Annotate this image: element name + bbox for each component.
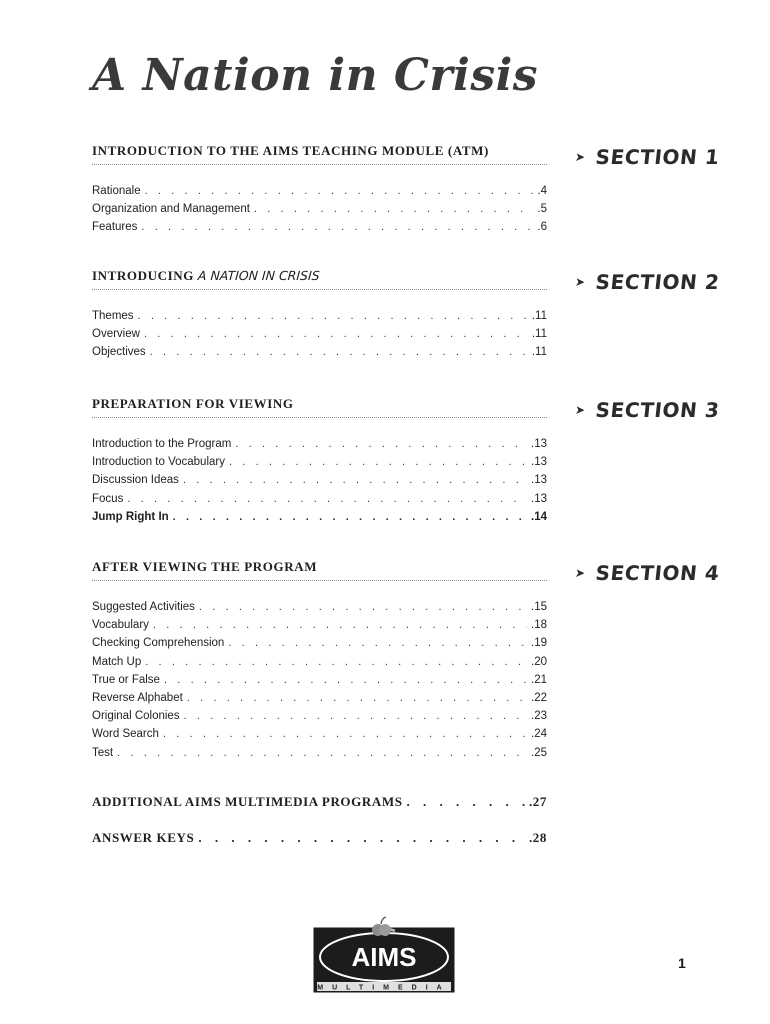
toc-entry-page: .21 <box>531 673 547 686</box>
toc-entry[interactable] <box>92 203 547 221</box>
toc-entry-label: Introduction to the Program <box>92 438 232 450</box>
section-marker-label: SECTION 3 <box>594 398 721 422</box>
section-marker-label: SECTION 1 <box>594 145 721 169</box>
toc-entry-page: .11 <box>531 346 547 359</box>
section-heading-text: AFTER VIEWING THE PROGRAM <box>92 559 318 574</box>
toc-section-2 <box>92 268 721 365</box>
section-marker <box>574 398 721 422</box>
arrow-icon: ➤ <box>574 275 587 289</box>
toc-entry-list <box>92 438 547 529</box>
section-heading <box>92 559 721 585</box>
section-marker <box>574 270 721 294</box>
toc-entry[interactable] <box>92 438 547 456</box>
toc-entry[interactable] <box>92 511 547 529</box>
section-heading <box>92 396 721 422</box>
toc-entry-page: .22 <box>531 691 547 704</box>
toc-entry-list <box>92 310 547 365</box>
toc-entry[interactable] <box>92 493 547 511</box>
section-heading-prefix: INTRODUCING <box>92 268 194 283</box>
toc-entry[interactable] <box>92 619 547 637</box>
toc-entry-page: .23 <box>531 710 547 723</box>
toc-entry-label: Features <box>92 221 138 234</box>
toc-entry-label: Introduction to Vocabulary <box>92 456 225 469</box>
toc-section-4 <box>92 559 721 765</box>
toc-entry-label: Rationale <box>92 185 141 197</box>
toc-entry-label: Themes <box>92 310 134 322</box>
toc-entry-page: .13 <box>531 456 547 469</box>
apple-icon <box>372 917 391 936</box>
toc-entry-page: .5 <box>537 203 547 216</box>
toc-entry[interactable] <box>92 310 547 328</box>
toc-entry-label: Jump Right In <box>92 510 169 523</box>
toc-entry-label: Test <box>92 746 114 759</box>
section-marker <box>574 145 721 169</box>
section-marker-label: SECTION 4 <box>594 561 721 585</box>
toc-entry-label: True or False <box>92 673 160 686</box>
toc-additional-page: .27 <box>528 794 547 809</box>
toc-entry-list <box>92 601 547 765</box>
document-title: A Nation in Crisis <box>92 50 539 101</box>
toc-entry-page: .19 <box>531 637 547 650</box>
toc-entry[interactable] <box>92 601 547 619</box>
toc-entry-list <box>92 185 547 240</box>
toc-entry[interactable] <box>92 674 547 692</box>
toc-entry[interactable] <box>92 346 547 364</box>
toc-entry[interactable] <box>92 221 547 239</box>
toc-entry[interactable] <box>92 474 547 492</box>
toc-entry-page: .6 <box>537 221 547 234</box>
section-heading-text: INTRODUCTION TO THE AIMS TEACHING MODULE (ATM) <box>92 143 489 158</box>
toc-entry-page: .20 <box>531 655 547 668</box>
toc-entry-label: Focus <box>92 492 124 505</box>
toc-entry-page: .11 <box>531 310 547 322</box>
toc-entry-label: Vocabulary <box>92 619 149 632</box>
section-heading <box>92 268 721 294</box>
page-number: 1 <box>678 955 686 971</box>
toc-entry-page: .11 <box>531 328 547 341</box>
toc-entry-label: Objectives <box>92 346 146 359</box>
toc-entry-label: Overview <box>92 328 140 341</box>
logo-sub-text: MULTIMEDIA <box>317 984 451 992</box>
toc-entry-label: Original Colonies <box>92 710 180 723</box>
toc-entry-page: .13 <box>531 474 547 487</box>
toc-entry[interactable] <box>92 728 547 746</box>
toc-entry[interactable] <box>92 185 547 203</box>
toc-entry[interactable] <box>92 637 547 655</box>
toc-additional-programs[interactable] <box>92 794 547 810</box>
toc-entry[interactable] <box>92 692 547 710</box>
section-heading-program-title: A NATION IN CRISIS <box>197 268 321 283</box>
toc-entry-page: .4 <box>537 185 547 197</box>
toc-entry-page: .25 <box>531 746 547 759</box>
toc-section-3 <box>92 396 721 529</box>
aims-multimedia-logo <box>313 914 455 994</box>
toc-entry[interactable] <box>92 710 547 728</box>
toc-answer-keys-page: .28 <box>528 830 547 845</box>
section-heading-text: PREPARATION FOR VIEWING <box>92 396 294 411</box>
toc-entry-label: Discussion Ideas <box>92 474 179 487</box>
logo-main-text: AIMS <box>351 942 417 972</box>
toc-entry-label: Word Search <box>92 728 159 741</box>
toc-entry-label: Checking Comprehension <box>92 637 225 650</box>
toc-section-1 <box>92 143 721 240</box>
section-marker <box>574 561 721 585</box>
toc-entry-label: Suggested Activities <box>92 601 195 613</box>
toc-entry-page: .18 <box>531 619 547 632</box>
toc-entry[interactable] <box>92 328 547 346</box>
arrow-icon: ➤ <box>574 150 587 164</box>
toc-entry[interactable] <box>92 656 547 674</box>
arrow-icon: ➤ <box>574 403 587 417</box>
section-heading <box>92 143 721 169</box>
toc-entry[interactable] <box>92 456 547 474</box>
toc-answer-keys[interactable] <box>92 830 547 846</box>
section-marker-label: SECTION 2 <box>594 270 721 294</box>
toc-entry[interactable] <box>92 747 547 765</box>
arrow-icon: ➤ <box>574 566 587 580</box>
toc-entry-page: .13 <box>531 492 547 505</box>
toc-entry-page: .13 <box>531 438 547 450</box>
toc-entry-label: Organization and Management <box>92 203 250 216</box>
toc-entry-page: .24 <box>531 728 547 741</box>
toc-entry-label: Match Up <box>92 655 142 668</box>
toc-answer-keys-label: ANSWER KEYS <box>92 830 195 845</box>
toc-entry-label: Reverse Alphabet <box>92 691 183 704</box>
toc-entry-page: .15 <box>531 601 547 613</box>
toc-entry-page: .14 <box>531 510 547 523</box>
toc-additional-label: ADDITIONAL AIMS MULTIMEDIA PROGRAMS <box>92 794 403 809</box>
